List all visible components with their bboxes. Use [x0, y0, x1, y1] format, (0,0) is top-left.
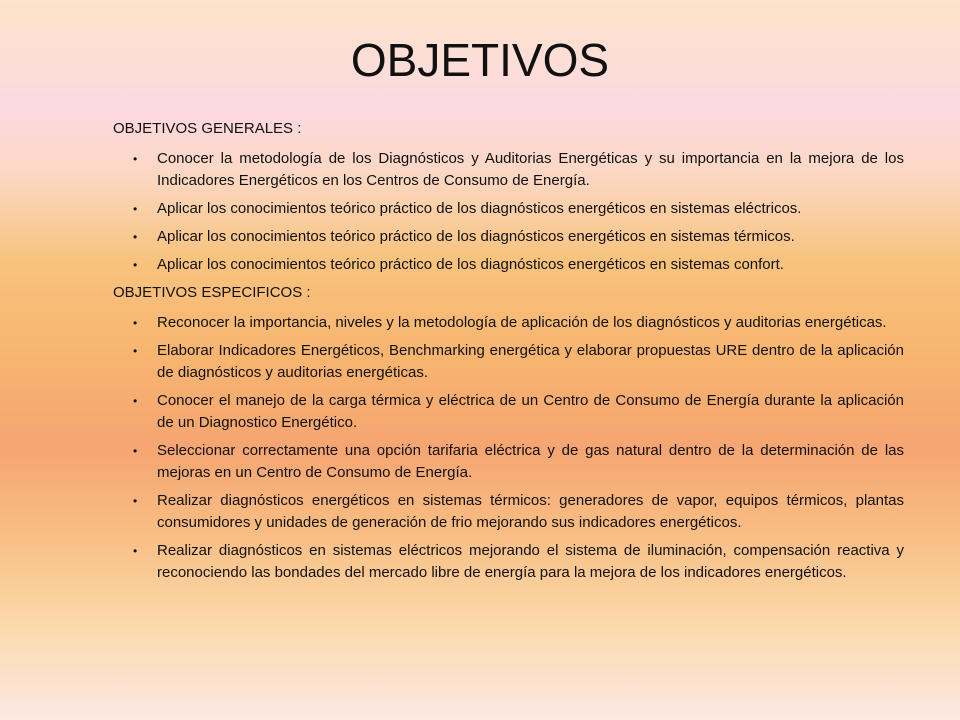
list-item-text: Realizar diagnósticos energéticos en sistemas térmicos: generadores de vapor, equipos térmicos, plantas consumidores y unidades de generación de frio mejorando sus indicadores energéticos. [157, 492, 904, 531]
section-specific-objectives [113, 282, 904, 584]
bullet-icon: • [133, 316, 138, 330]
slide-content [113, 118, 904, 590]
section-heading-specific: OBJETIVOS ESPECIFICOS : [113, 284, 311, 301]
list-item [113, 390, 904, 434]
bullet-icon: • [133, 152, 138, 166]
bullet-list-specific [113, 312, 904, 584]
bullet-icon: • [133, 258, 138, 272]
list-item-text: Seleccionar correctamente una opción tarifaria eléctrica y de gas natural dentro de la determinación de las mejoras en un Centro de Consumo de Energía. [157, 442, 904, 481]
list-item [113, 148, 904, 192]
list-item-text: Aplicar los conocimientos teórico práctico de los diagnósticos energéticos en sistemas eléctricos. [157, 200, 802, 217]
list-item-text: Aplicar los conocimientos teórico práctico de los diagnósticos energéticos en sistemas confort. [157, 256, 784, 273]
list-item-text: Elaborar Indicadores Energéticos, Benchmarking energética y elaborar propuestas URE dentro de la aplicación de diagnósticos y auditorias energéticas. [157, 342, 904, 381]
section-heading-general: OBJETIVOS GENERALES : [113, 120, 302, 137]
bullet-icon: • [133, 444, 138, 458]
list-item [113, 254, 904, 276]
bullet-icon: • [133, 394, 138, 408]
list-item-text: Conocer la metodología de los Diagnósticos y Auditorias Energéticas y su importancia en la mejora de los Indicadores Energéticos en los Centros de Consumo de Energía. [157, 150, 904, 189]
bullet-icon: • [133, 544, 138, 558]
list-item [113, 440, 904, 484]
list-item-text: Conocer el manejo de la carga térmica y eléctrica de un Centro de Consumo de Energía durante la aplicación de un Diagnostico Energético. [157, 392, 904, 431]
section-general-objectives [113, 118, 904, 276]
list-item-text: Aplicar los conocimientos teórico práctico de los diagnósticos energéticos en sistemas térmicos. [157, 228, 795, 245]
list-item [113, 340, 904, 384]
bullet-icon: • [133, 230, 138, 244]
list-item-text: Realizar diagnósticos en sistemas eléctricos mejorando el sistema de iluminación, compensación reactiva y reconociendo las bondades del mercado libre de energía para la mejora de los indicadores energéticos. [157, 542, 904, 581]
bullet-icon: • [133, 344, 138, 358]
list-item [113, 540, 904, 584]
list-item-text: Reconocer la importancia, niveles y la metodología de aplicación de los diagnósticos y auditorias energéticas. [157, 314, 887, 331]
bullet-icon: • [133, 202, 138, 216]
list-item [113, 490, 904, 534]
slide-title: OBJETIVOS [350, 34, 610, 86]
list-item [113, 312, 904, 334]
bullet-list-general [113, 148, 904, 276]
list-item [113, 226, 904, 248]
list-item [113, 198, 904, 220]
bullet-icon: • [133, 494, 138, 508]
